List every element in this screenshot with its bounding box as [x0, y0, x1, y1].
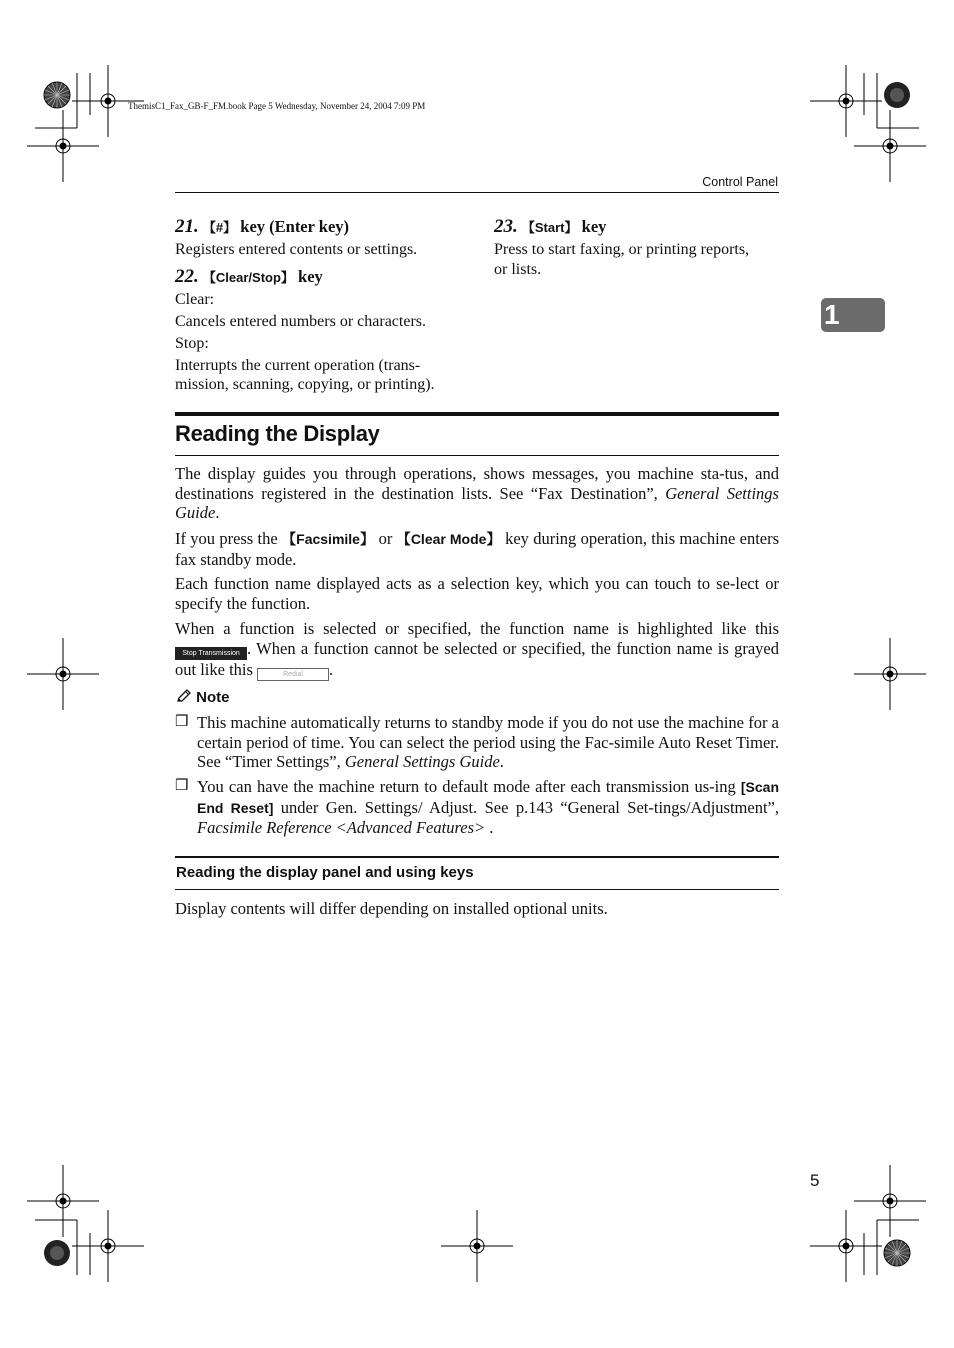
- item-21-title: [175, 216, 349, 238]
- item-line: mission, scanning, copying, or printing).: [175, 376, 435, 393]
- section-paragraph-1: [175, 464, 779, 523]
- para-text: under Gen. Settings/ Adjust. See p.143 “General Set-tings/Adjustment”,: [273, 797, 779, 817]
- para-text: .: [329, 659, 334, 679]
- item-line: Press to start faxing, or printing reports,: [494, 241, 750, 258]
- para-text: or: [374, 529, 397, 548]
- page-number: 5: [810, 1171, 820, 1190]
- note-bullet-1: [175, 713, 779, 772]
- key-bracket-close: 】: [223, 220, 237, 235]
- key-bracket-open: 【: [202, 220, 216, 235]
- subsection-top-rule: [175, 856, 779, 858]
- item-21-desc: [175, 240, 417, 260]
- facsimile-key-label: 【Facsimile】: [281, 531, 375, 547]
- checkbox-icon: ❒: [175, 714, 189, 730]
- item-suffix: key (Enter key): [240, 217, 350, 236]
- item-number: 22.: [175, 266, 199, 287]
- para-text: This machine automatically returns to standby mode if you do not use the machine for a certain period of time. You can select the period using the Fac-simile Auto Reset Timer. See “Timer Settings”,: [197, 713, 779, 771]
- para-text: .: [485, 818, 494, 837]
- item-line: Clear:: [175, 291, 215, 308]
- key-bracket-close: 】: [564, 220, 578, 235]
- header-rule: [175, 192, 779, 193]
- item-22-desc: [175, 290, 435, 394]
- running-head: Control Panel: [702, 175, 778, 189]
- key-name: Start: [534, 220, 565, 235]
- key-name: #: [215, 220, 224, 235]
- note-label: Note: [196, 689, 230, 706]
- guide-reference: General Settings Guide: [175, 483, 779, 522]
- key-bracket-open: 【: [521, 220, 535, 235]
- para-text: The display guides you through operations, shows messages, you machine sta-tus, and destinations registered in the destination lists. See “Fax Destination”,: [175, 464, 779, 503]
- clear-mode-key-label: 【Clear Mode】: [396, 531, 501, 547]
- note-heading: [176, 689, 230, 706]
- bullet-text: [197, 713, 779, 772]
- section-paragraph-3: [175, 574, 779, 613]
- item-line: Interrupts the current operation (trans-: [175, 357, 421, 374]
- subsection-text: Display contents will differ depending on installed optional units.: [175, 899, 608, 918]
- item-22-title: [175, 266, 323, 288]
- grayed-function-sample: Redial: [257, 668, 329, 681]
- key-name: Clear/Stop: [215, 270, 281, 285]
- item-number: 21.: [175, 216, 199, 237]
- para-text: You can have the machine return to default mode after each transmission us-ing: [197, 777, 741, 796]
- item-23-desc: [494, 240, 749, 279]
- para-text: Each function name displayed acts as a selection key, which you can touch to se-lect or specify the function.: [175, 574, 779, 613]
- para-text: .: [499, 752, 504, 771]
- file-info: ThemisC1_Fax_GB-F_FM.book Page 5 Wednesday, November 24, 2004 7:09 PM: [128, 101, 426, 111]
- chapter-tab: 1: [821, 298, 885, 332]
- section-paragraph-2: [175, 529, 779, 569]
- item-23-title: [494, 216, 606, 238]
- highlighted-function-sample: Stop Transmission: [175, 647, 247, 660]
- item-line: Cancels entered numbers or characters.: [175, 313, 426, 330]
- para-text: If you press the: [175, 529, 282, 548]
- key-bracket-close: 】: [280, 270, 294, 285]
- pencil-icon: [176, 689, 192, 703]
- item-line: Stop:: [175, 335, 209, 352]
- note-bullet-2: [175, 777, 779, 838]
- item-suffix: key: [581, 217, 607, 236]
- item-line: or lists.: [494, 260, 542, 278]
- para-text: . When a function cannot be selected or specified, the function name is grayed out like this: [175, 638, 779, 679]
- checkbox-icon: ❒: [175, 778, 189, 794]
- bullet-text: [197, 777, 779, 838]
- section-bottom-rule: [175, 455, 779, 456]
- section-top-rule: [175, 412, 779, 416]
- subsection-title: Reading the display panel and using keys: [176, 864, 474, 881]
- item-line: Registers entered contents or settings.: [175, 241, 418, 258]
- scan-end-reset-label: [Scan End Reset]: [197, 779, 779, 816]
- guide-reference: General Settings Guide: [344, 752, 500, 771]
- section-title: Reading the Display: [175, 421, 380, 446]
- para-text: .: [215, 503, 220, 522]
- para-text: key during operation, this machine enters fax standby mode.: [175, 529, 780, 569]
- section-paragraph-4: [175, 619, 779, 681]
- key-bracket-open: 【: [202, 270, 216, 285]
- item-number: 23.: [494, 216, 518, 237]
- subsection-bottom-rule: [175, 889, 779, 890]
- item-suffix: key: [298, 267, 323, 286]
- para-text: When a function is selected or specified, the function name is highlighted like this: [175, 619, 779, 638]
- guide-reference: Facsimile Reference <Advanced Features>: [197, 818, 486, 837]
